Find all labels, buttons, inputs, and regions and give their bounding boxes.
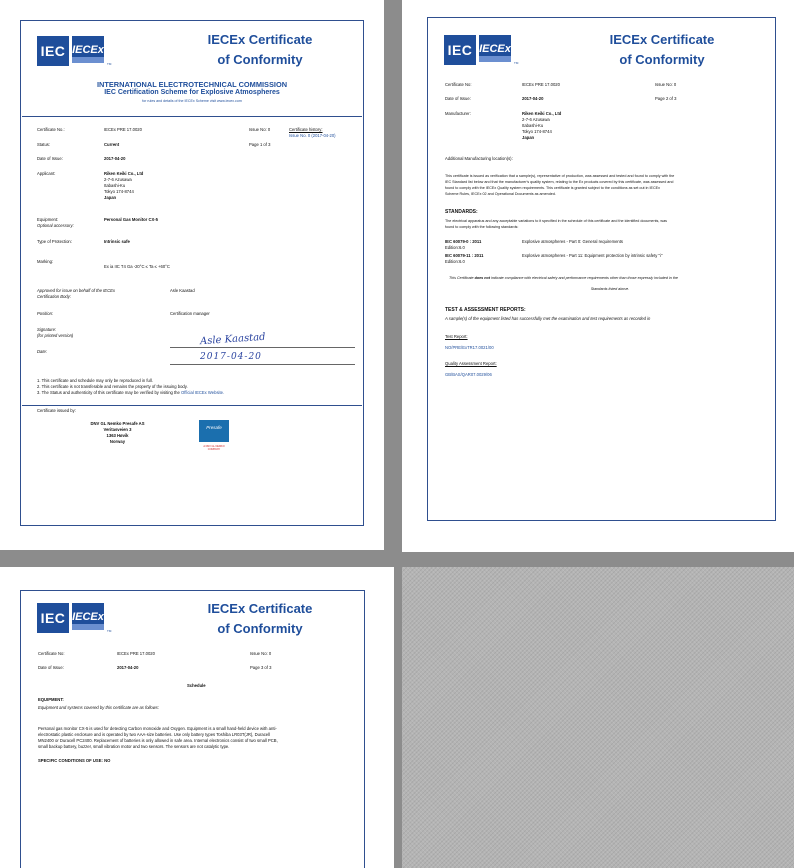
iecex-logo-mark: IECEx bbox=[72, 36, 104, 66]
iec-logo-mark: IEC bbox=[444, 35, 476, 65]
date-line bbox=[170, 364, 355, 365]
reports-intro: A sample(s) of the equipment listed has successfully met the examination and test requirements as recorded in bbox=[445, 316, 651, 321]
paragraph-line: This certificate is issued as verification that a sample(s), representative of production, was assessed and tested and found to comply with the bbox=[445, 174, 675, 178]
iecex-logo-mark: IECEx bbox=[479, 35, 511, 65]
paragraph-line: The electrical apparatus and any acceptable variations to it specified in the schedule of this certificate and the identified documents, was bbox=[445, 219, 667, 223]
issuer-address bbox=[70, 421, 165, 445]
address-line: Japan bbox=[522, 135, 535, 140]
iec-logo bbox=[37, 603, 111, 633]
cert-no-label: Certificate No: bbox=[445, 82, 472, 87]
protection-value: Intrinsic safe bbox=[104, 239, 130, 244]
cert-no: IECEx PRE 17.0020 bbox=[104, 127, 142, 132]
standard-edition: Edition:6.0 bbox=[445, 259, 465, 264]
paragraph-line: small backup battery, buzzer, small vibration motor and two sensors. The sensors are not catalytic type. bbox=[38, 744, 230, 749]
address-line: 2-7-6 Azusawa bbox=[104, 177, 132, 182]
note-line bbox=[37, 390, 224, 396]
paragraph-line: MN2400 or Duracell PC2400. Replacement of batteries is only allowed in safe area. Internal electronics consist of two small PCB, bbox=[38, 738, 278, 743]
qar-label: Quality Assessment Report: bbox=[445, 361, 497, 366]
certificate-page-3 bbox=[0, 567, 394, 868]
date-label-2: Date: bbox=[37, 349, 48, 354]
disclaimer-text: This Certificate bbox=[449, 276, 475, 280]
issuer-line: Norway bbox=[109, 439, 126, 444]
signature-label-line: Signature: bbox=[37, 327, 57, 332]
page-border bbox=[427, 17, 776, 521]
issue-no: Issue No: 0 bbox=[250, 651, 272, 656]
specific-conditions: SPECIFIC CONDITIONS OF USE: NO bbox=[38, 758, 111, 763]
standards-intro bbox=[445, 218, 667, 230]
issue-no: Issue No: 0 bbox=[655, 82, 677, 87]
rules-note: for rules and details of the IECEx Scheme visit www.iecex.com bbox=[142, 99, 242, 103]
position-value: Certification manager bbox=[170, 311, 210, 316]
page-number: Page 3 of 3 bbox=[250, 665, 272, 670]
verification-text bbox=[445, 173, 674, 197]
disclaimer-emphasis: does not bbox=[474, 276, 490, 280]
handwritten-signature: Asle Kaastad bbox=[199, 331, 266, 348]
equipment-intro: Equipment and systems covered by this certificate are as follows: bbox=[38, 705, 160, 710]
certificate-title bbox=[572, 30, 752, 70]
iec-logo-mark: IEC bbox=[37, 36, 69, 66]
official-website-link[interactable]: Official IECEx Website. bbox=[181, 390, 225, 395]
issuer-line: DNV GL Nemko Presafe AS bbox=[90, 421, 145, 426]
applicant-address bbox=[104, 171, 143, 201]
iec-logo bbox=[444, 35, 518, 65]
signature-label bbox=[37, 327, 73, 339]
presafe-logo: Presafe bbox=[199, 420, 229, 442]
address-line: Tokyo 174-8744 bbox=[104, 189, 134, 194]
standard-code: IEC 60079-0 : 2011 bbox=[445, 239, 482, 244]
issued-by-label: Certificate issued by: bbox=[37, 408, 76, 413]
disclaimer bbox=[449, 275, 678, 281]
disclaimer-line-2: Standards listed above. bbox=[590, 287, 630, 291]
note-line: 1. This certificate and schedule may only be reproduced in full. bbox=[37, 378, 153, 383]
certificate-page-2 bbox=[402, 0, 794, 552]
title-line-1: IECEx Certificate bbox=[207, 601, 313, 616]
note-line: 2. This certificate is not transferable and remains the property of the issuing body. bbox=[37, 384, 188, 389]
paragraph-line: Scheme Rules, IECEx 02 and Operational Documents as amended. bbox=[445, 192, 556, 196]
reports-heading: TEST & ASSESSMENT REPORTS: bbox=[445, 307, 526, 313]
date-value: 2017-04-20 bbox=[117, 665, 139, 670]
address-line: Riken Keiki Co., Ltd bbox=[522, 111, 562, 116]
address-line: Itabashi-Ku bbox=[522, 123, 544, 128]
standard-title: Explosive atmospheres - Part 11: Equipment protection by intrinsic safety "i" bbox=[522, 253, 663, 258]
handwritten-date: 2017-04-20 bbox=[200, 352, 262, 362]
paragraph-line: found to comply with the following standards: bbox=[445, 225, 519, 229]
marking-label: Marking: bbox=[37, 259, 54, 264]
qar-link[interactable]: GB/BAS/QAR07.0029/06 bbox=[445, 372, 492, 377]
protection-label: Type of Protection: bbox=[37, 239, 72, 244]
title-line-2: of Conformity bbox=[619, 52, 705, 67]
status-value: Current bbox=[104, 142, 120, 147]
paragraph-line: found to comply with the IECEx Quality system requirements. This certificate is granted subject to the conditions as set out in IECEx bbox=[445, 186, 660, 190]
paragraph-line: Personal gas monitor CX-5 is used for detecting Carbon monoxide and Oxygen. Equipment is a small hand-held device with anti- bbox=[38, 726, 277, 731]
page-number: Page 1 of 3 bbox=[249, 142, 271, 147]
applicant-label: Applicant: bbox=[37, 171, 56, 176]
page-number: Page 2 of 3 bbox=[655, 96, 677, 101]
approved-label-line: Approved for issue on behalf of the IECEx bbox=[37, 288, 115, 293]
signature-line bbox=[170, 347, 355, 348]
approved-label bbox=[37, 288, 115, 300]
divider bbox=[22, 405, 362, 406]
trademark-mark: TM bbox=[107, 62, 112, 66]
standards-heading: STANDARDS: bbox=[445, 209, 478, 215]
date-label: Date of Issue: bbox=[38, 665, 64, 670]
test-report-link[interactable]: NO/PRE/ExTR17.0021/00 bbox=[445, 345, 494, 350]
address-line: Tokyo 174-8744 bbox=[522, 129, 552, 134]
issuer-line: Veritasveien 3 bbox=[103, 427, 132, 432]
presafe-subtitle-line: A DNV GL NEMKO bbox=[203, 445, 225, 448]
issue-no: Issue No: 0 bbox=[249, 127, 271, 132]
equipment-value: Personal Gas Monitor CX-5 bbox=[104, 217, 158, 222]
optional-accessory-label: Optional accessory: bbox=[37, 223, 74, 228]
status-label: Status: bbox=[37, 142, 51, 147]
signature-label-line: (for printed version) bbox=[37, 333, 74, 338]
title-line-1: IECEx Certificate bbox=[207, 32, 313, 47]
presafe-subtitle bbox=[199, 445, 229, 451]
date-label: Date of Issue: bbox=[445, 96, 471, 101]
trademark-mark: TM bbox=[107, 629, 112, 633]
history-label: Certificate history: bbox=[289, 127, 323, 132]
standard-title: Explosive atmospheres - Part 0: General requirements bbox=[522, 239, 624, 244]
address-line: 2-7-6 Azusawa bbox=[522, 117, 550, 122]
approved-label-line: Certification Body: bbox=[37, 294, 71, 299]
equipment-description bbox=[38, 726, 278, 750]
cert-no: IECEx PRE 17.0020 bbox=[522, 82, 560, 87]
test-report-label: Test Report: bbox=[445, 334, 468, 339]
additional-locations: Additional Manufacturing location(s): bbox=[445, 156, 513, 161]
cert-no: IECEx PRE 17.0020 bbox=[117, 651, 155, 656]
divider bbox=[22, 116, 362, 117]
equipment-label: Equipment: bbox=[37, 217, 59, 222]
address-line: Japan bbox=[104, 195, 117, 200]
certificate-title bbox=[170, 30, 350, 70]
manufacturer-label: Manufacturer: bbox=[445, 111, 471, 116]
trademark-mark: TM bbox=[514, 61, 519, 65]
scheme-name: IEC Certification Scheme for Explosive Atmospheres bbox=[104, 89, 280, 96]
standard-edition: Edition:6.0 bbox=[445, 245, 465, 250]
standard-code: IEC 60079-11 : 2011 bbox=[445, 253, 484, 258]
title-line-1: IECEx Certificate bbox=[609, 32, 715, 47]
position-label: Position: bbox=[37, 311, 54, 316]
date-value: 2017-04-20 bbox=[522, 96, 544, 101]
iec-logo bbox=[37, 36, 111, 66]
date-label: Date of Issue: bbox=[37, 156, 63, 161]
history-link[interactable]: Issue No. 0 (2017-04-20) bbox=[289, 133, 336, 138]
title-line-2: of Conformity bbox=[217, 52, 303, 67]
title-line-2: of Conformity bbox=[217, 621, 303, 636]
issuer-line: 1363 Høvik bbox=[106, 433, 129, 438]
equipment-heading: EQUIPMENT: bbox=[38, 697, 64, 702]
paragraph-line: electrostatic plastic enclosure and is operated by two AAA-size batteries. Use only battery types Toshiba LR03T(JR), Duracell bbox=[38, 732, 270, 737]
background-texture bbox=[402, 567, 794, 868]
cert-no-label: Certificate No.: bbox=[37, 127, 65, 132]
schedule-heading: Schedule bbox=[187, 683, 206, 688]
note-text: 3. The Status and authenticity of this certificate may be verified by visiting the bbox=[37, 390, 182, 395]
approver-name: Asle Kaastad bbox=[170, 288, 195, 293]
iec-logo-mark: IEC bbox=[37, 603, 69, 633]
marking-value: Ex ia IIC T4 Ga -20°C ≤ Ta ≤ +60°C bbox=[104, 264, 170, 269]
paragraph-line: IEC Standard list below and that the manufacturer's quality system, relating to the Ex products covered by this certificate, was assessed and bbox=[445, 180, 674, 184]
date-value: 2017-04-20 bbox=[104, 156, 126, 161]
manufacturer-address bbox=[522, 111, 561, 141]
iecex-logo-mark: IECEx bbox=[72, 603, 104, 633]
certificate-page-1 bbox=[0, 0, 384, 550]
address-line: Riken Keiki Co., Ltd bbox=[104, 171, 144, 176]
certificate-notes bbox=[37, 378, 224, 396]
presafe-subtitle-line: COMPANY bbox=[207, 448, 221, 451]
cert-no-label: Certificate No: bbox=[38, 651, 65, 656]
address-line: Itabashi-Ku bbox=[104, 183, 126, 188]
certificate-title bbox=[170, 599, 350, 639]
disclaimer-text: indicate compliance with electrical safety and performance requirements other than those expressly included in the bbox=[490, 276, 678, 280]
commission-name: INTERNATIONAL ELECTROTECHNICAL COMMISSION bbox=[96, 80, 288, 89]
